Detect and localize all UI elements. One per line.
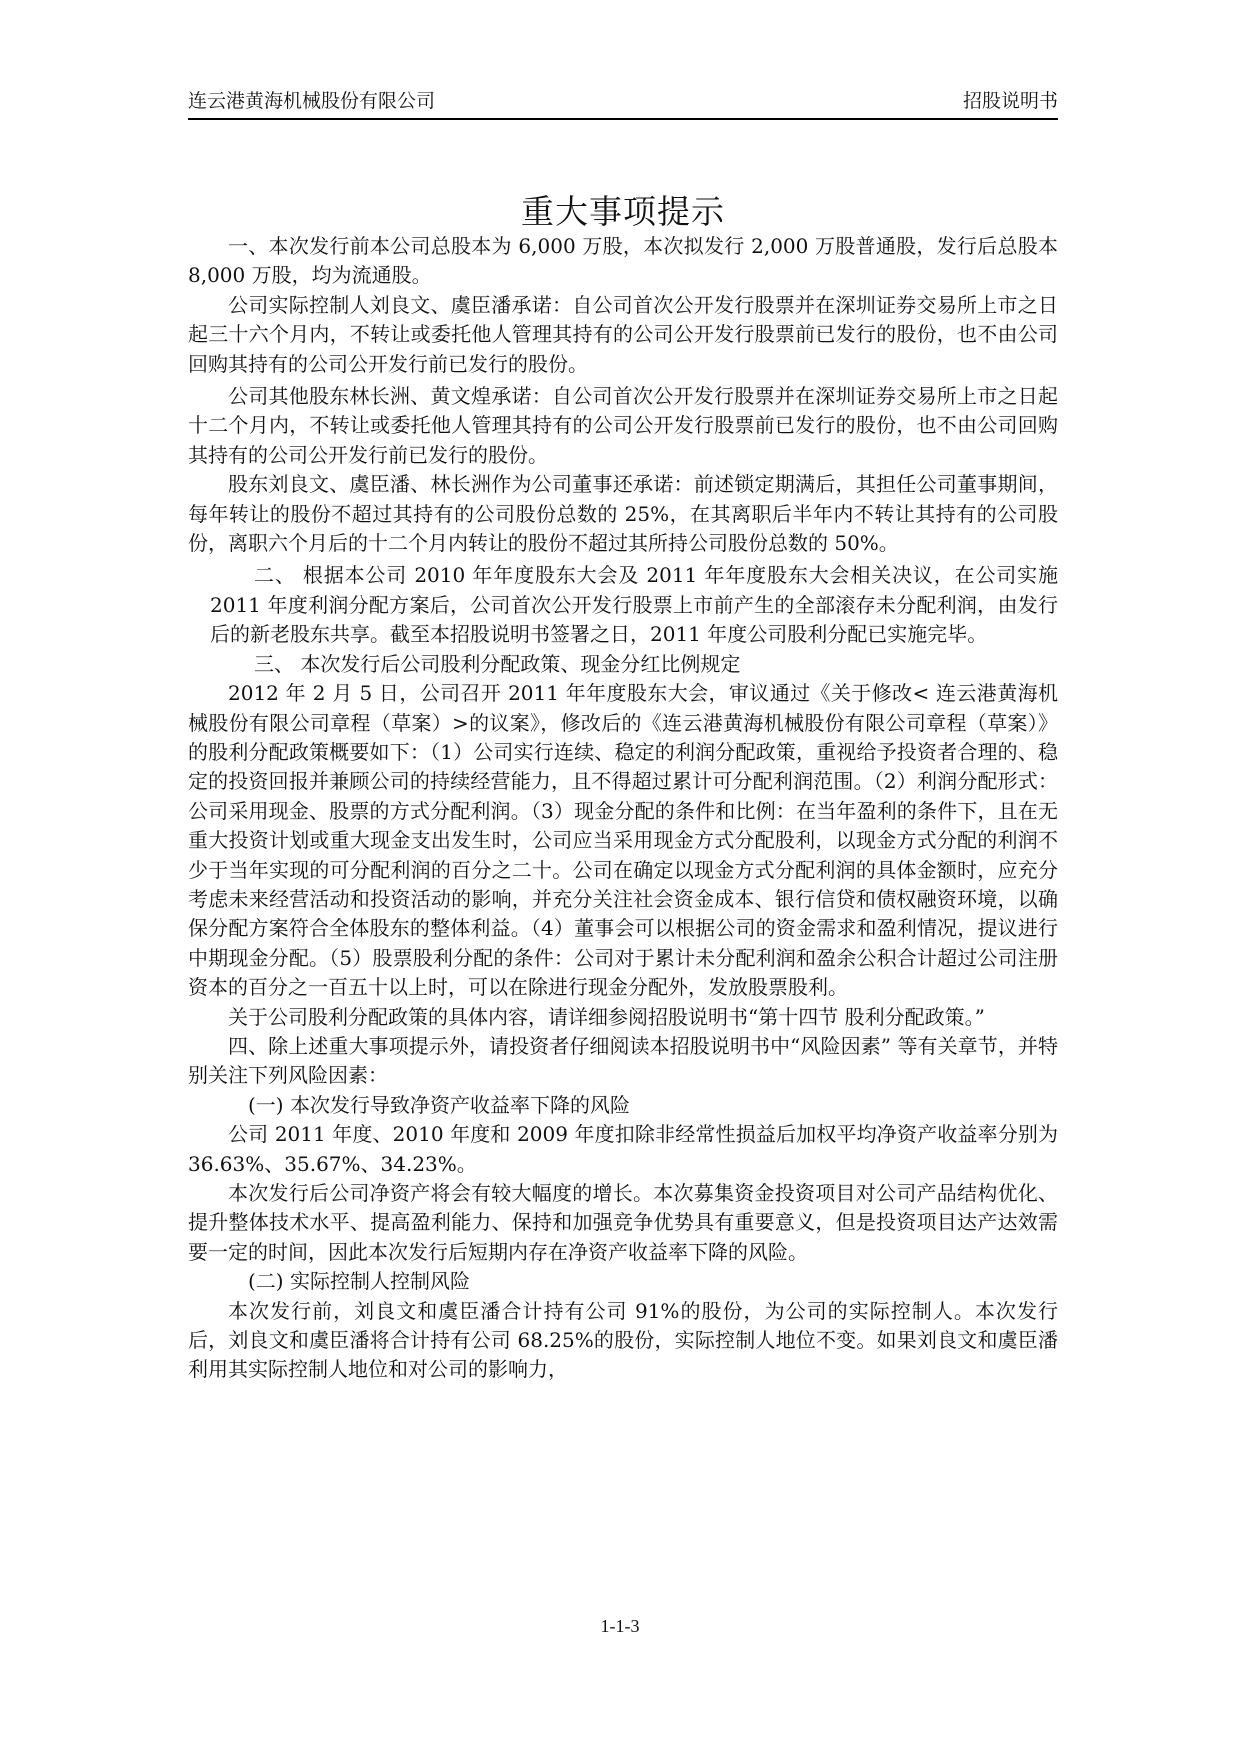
- paragraph-roe-risk-detail: 本次发行后公司净资产将会有较大幅度的增长。本次募集资金投资项目对公司产品结构优化、提升整体技术水平、提高盈利能力、保持和加强竞争优势具有重要意义，但是投资项目达产达效需要一定的时间，因此本次发行后短期内存在净资产收益率下降的风险。: [188, 1181, 1058, 1264]
- paragraph-director-commitment: 股东刘良文、虞臣潘、林长洲作为公司董事还承诺：前述锁定期满后，其担任公司董事期间，每年转让的股份不超过其持有的公司股份总数的 25%，在其离职后半年内不转让其持有的公司股份，离职六个月后的十二个月内转让的股份不超过其所持公司股份总数的 50%。: [188, 472, 1058, 556]
- header-company-name: 连云港黄海机械股份有限公司: [188, 90, 436, 112]
- heading-dividend-policy: 三、 本次发行后公司股利分配政策、现金分红比例规定: [254, 651, 741, 676]
- paragraph-controller-lockup: 公司实际控制人刘良文、虞臣潘承诺：自公司首次公开发行股票并在深圳证券交易所上市之日起三十六个月内，不转让或委托他人管理其持有的公司公开发行股票前已发行的股份，也不由公司回购其持有的公司公开发行前已发行的股份。: [188, 292, 1058, 376]
- paragraph-retained-profit: 二、 根据本公司 2010 年年度股东大会及 2011 年年度股东大会相关决议，在公司实施 2011 年度利润分配方案后，公司首次公开发行股票上市前产生的全部滚存未分配利润，由发行后的新老股东共享。截至本招股说明书签署之日，2011 年度公司股利分配已实施完毕。: [210, 563, 1058, 647]
- page-number: 1-1-3: [600, 1616, 640, 1636]
- paragraph-dividend-policy-detail: 2012 年 2 月 5 日，公司召开 2011 年年度股东大会，审议通过《关于修改< 连云港黄海机械股份有限公司章程（草案）>的议案》，修改后的《连云港黄海机械股份有限公司章程（草案）》的股利分配政策概要如下：（1）公司实行连续、稳定的利润分配政策，重视给予投资者合理的、稳定的投资回报并兼顾公司的持续经营能力，且不得超过累计可分配利润范围。（2）利润分配形式：公司采用现金、股票的方式分配利润。（3）现金分配的条件和比例：在当年盈利的条件下，且在无重大投资计划或重大现金支出发生时，公司应当采用现金方式分配股利，以现金方式分配的利润不少于当年实现的可分配利润的百分之二十。公司在确定以现金方式分配利润的具体金额时，应充分考虑未来经营活动和投资活动的影响，并充分关注社会资金成本、银行信贷和债权融资环境，以确保分配方案符合全体股东的整体利益。（4）董事会可以根据公司的资金需求和盈利情况，提议进行中期现金分配。（5）股票股利分配的条件：公司对于累计未分配利润和盈余公积合计超过公司注册资本的百分之一百五十以上时，可以在除进行现金分配外，发放股票股利。: [188, 681, 1058, 1000]
- paragraph-dividend-reference: 关于公司股利分配政策的具体内容，请详细参阅招股说明书“第十四节 股利分配政策。”: [228, 1004, 985, 1029]
- header-document-type: 招股说明书: [962, 90, 1058, 112]
- paragraph-roe-figures: 公司 2011 年度、2010 年度和 2009 年度扣除非经常性损益后加权平均净资产收益率分别为 36.63%、35.67%、34.23%。: [188, 1122, 1058, 1176]
- paragraph-share-capital: 一、本次发行前本公司总股本为 6,000 万股，本次拟发行 2,000 万股普通股，发行后总股本 8,000 万股，均为流通股。: [188, 234, 1058, 288]
- section-title: 重大事项提示: [521, 192, 725, 231]
- paragraph-risk-factors-intro: 四、除上述重大事项提示外，请投资者仔细阅读本招股说明书中“风险因素” 等有关章节，并特别关注下列风险因素：: [188, 1033, 1058, 1088]
- page-header: [188, 88, 1058, 120]
- heading-risk-roe-decline: (一) 本次发行导致净资产收益率下降的风险: [248, 1092, 630, 1117]
- heading-risk-controller: (二) 实际控制人控制风险: [248, 1269, 470, 1294]
- paragraph-controller-risk-detail: 本次发行前，刘良文和虞臣潘合计持有公司 91%的股份，为公司的实际控制人。本次发行后，刘良文和虞臣潘将合计持有公司 68.25%的股份，实际控制人地位不变。如果刘良文和虞臣潘利用其实际控制人地位和对公司的影响力，: [188, 1298, 1058, 1382]
- paragraph-other-shareholders-lockup: 公司其他股东林长洲、黄文煌承诺：自公司首次公开发行股票并在深圳证券交易所上市之日起十二个月内，不转让或委托他人管理其持有的公司公开发行股票前已发行的股份，也不由公司回购其持有的公司公开发行前已发行的股份。: [188, 384, 1058, 467]
- document-body: [188, 232, 1058, 1385]
